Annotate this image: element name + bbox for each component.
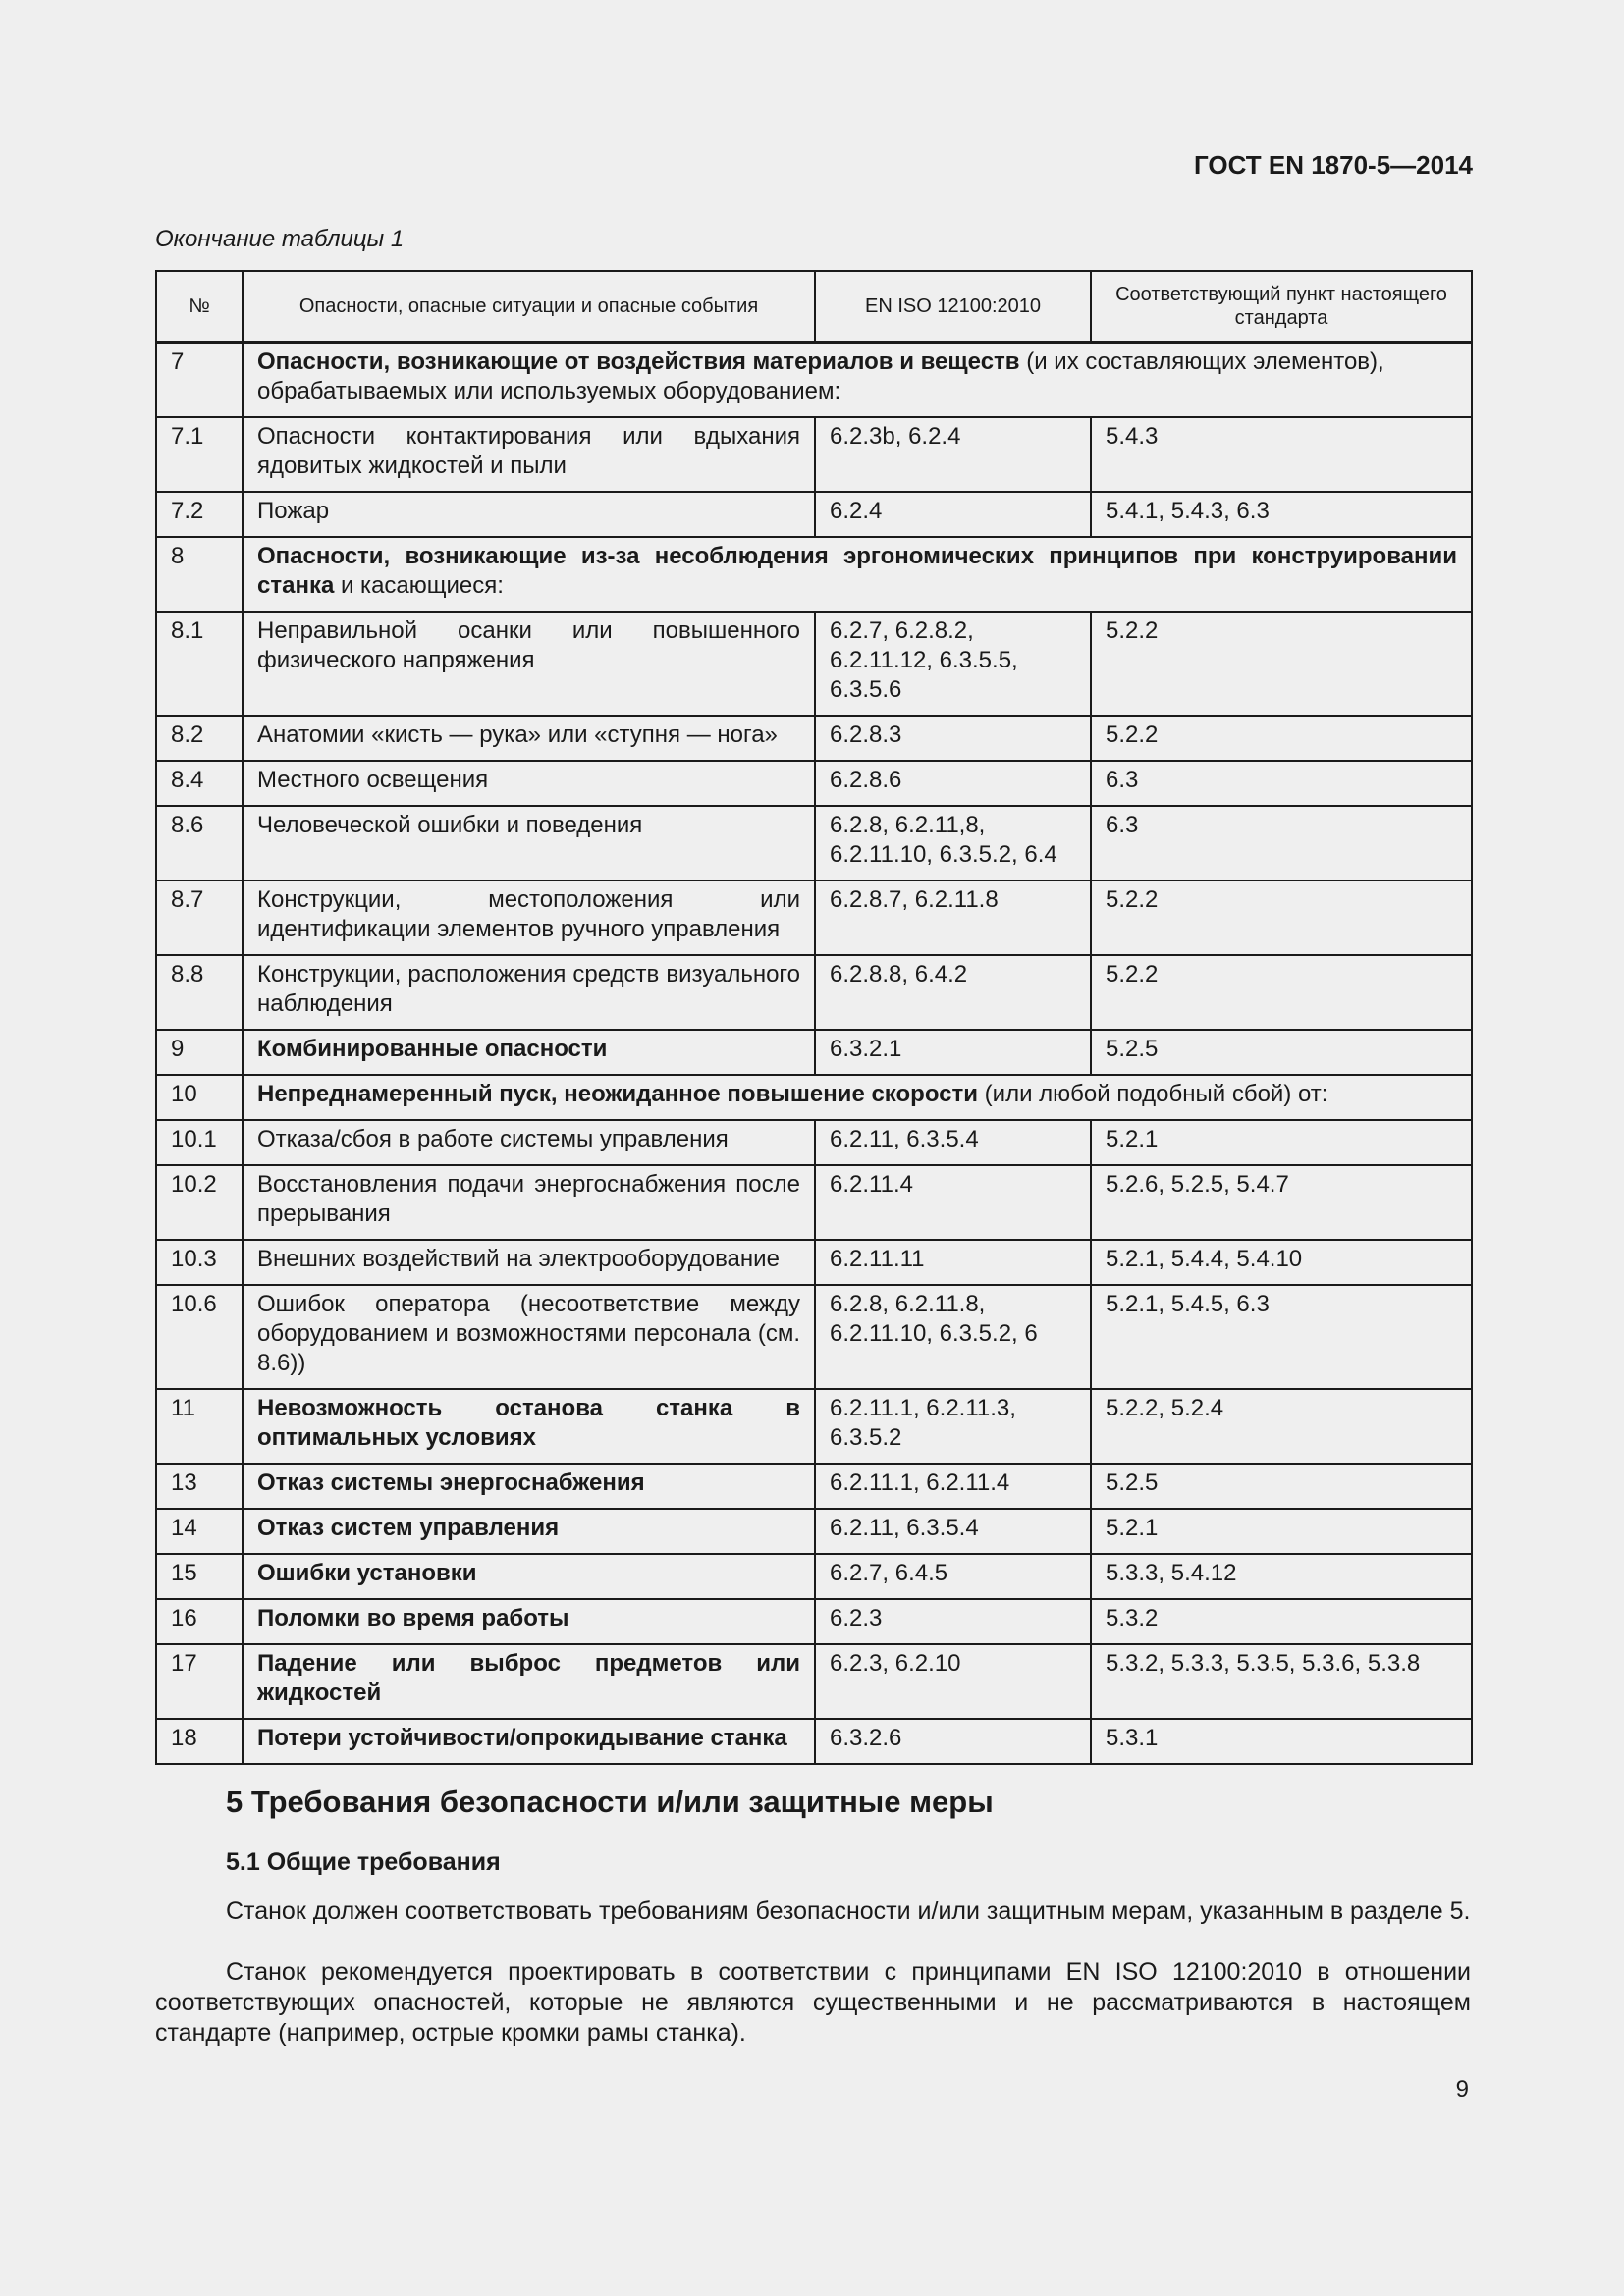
- iso-reference: 6.2.3b, 6.2.4: [815, 417, 1091, 492]
- group-heading: [243, 537, 1472, 612]
- hazard-text: Ошибок оператора (несоответствие между оборудованием и возможностями персонала (см. 8.6)): [243, 1285, 815, 1389]
- clause-reference: 5.4.1, 5.4.3, 6.3: [1091, 492, 1472, 537]
- row-number: 15: [156, 1554, 243, 1599]
- hazard-text: [243, 1599, 815, 1644]
- row-number: 9: [156, 1030, 243, 1075]
- row-number: 10.3: [156, 1240, 243, 1285]
- table-header-row: [156, 271, 1472, 343]
- clause-reference: 5.2.1: [1091, 1120, 1472, 1165]
- hazard-text-bold: Падение или выброс предметов или жидкостей: [257, 1650, 800, 1706]
- hazard-text: Восстановления подачи энергоснабжения после прерывания: [243, 1165, 815, 1240]
- row-number: 8.1: [156, 612, 243, 716]
- iso-reference: 6.2.4: [815, 492, 1091, 537]
- column-header-number: №: [156, 271, 243, 343]
- hazard-text: [243, 1030, 815, 1075]
- hazard-text-bold: Потери устойчивости/опрокидывание станка: [257, 1725, 787, 1751]
- hazard-text: [243, 1464, 815, 1509]
- row-number: 10.2: [156, 1165, 243, 1240]
- hazard-text: [243, 1719, 815, 1764]
- iso-reference: 6.2.11, 6.3.5.4: [815, 1120, 1091, 1165]
- row-number: 13: [156, 1464, 243, 1509]
- clause-reference: 5.2.2: [1091, 955, 1472, 1030]
- hazard-text-bold: Отказ систем управления: [257, 1515, 560, 1541]
- clause-reference: 5.2.2: [1091, 716, 1472, 761]
- table-row: [156, 612, 1472, 716]
- row-number: 8: [156, 537, 243, 612]
- row-number: 8.7: [156, 881, 243, 955]
- row-number: 10: [156, 1075, 243, 1120]
- table-row: [156, 1165, 1472, 1240]
- clause-reference: 5.2.1: [1091, 1509, 1472, 1554]
- table-caption: Окончание таблицы 1: [155, 226, 405, 252]
- iso-reference: 6.2.3, 6.2.10: [815, 1644, 1091, 1719]
- iso-reference: 6.2.7, 6.2.8.2, 6.2.11.12, 6.3.5.5, 6.3.5.6: [815, 612, 1091, 716]
- group-heading-rest: (и их составляющих элементов), обрабатываемых или используемых оборудованием:: [257, 348, 1384, 404]
- row-number: 18: [156, 1719, 243, 1764]
- body-paragraph: Станок рекомендуется проектировать в соответствии с принципами EN ISO 12100:2010 в отношении соответствующих опасностей, которые не являются существенными и не рассматриваются в настоящем стандарте (например, острые кромки рамы станка).: [155, 1958, 1471, 2047]
- hazard-text: Отказа/сбоя в работе системы управления: [243, 1120, 815, 1165]
- table-row: [156, 881, 1472, 955]
- table-row: [156, 1389, 1472, 1464]
- standard-designation: ГОСТ EN 1870-5—2014: [1194, 150, 1473, 180]
- hazard-text-bold: Отказ системы энергоснабжения: [257, 1469, 645, 1496]
- group-heading-rest: (или любой подобный сбой) от:: [978, 1081, 1328, 1107]
- table-row: [156, 492, 1472, 537]
- table-row: [156, 716, 1472, 761]
- iso-reference: 6.2.8.7, 6.2.11.8: [815, 881, 1091, 955]
- column-header-hazards: Опасности, опасные ситуации и опасные события: [243, 271, 815, 343]
- table-row: [156, 1075, 1472, 1120]
- row-number: 7.2: [156, 492, 243, 537]
- hazard-text: Анатомии «кисть — рука» или «ступня — нога»: [243, 716, 815, 761]
- row-number: 7: [156, 343, 243, 418]
- table-row: [156, 806, 1472, 881]
- group-heading-bold: Опасности, возникающие из-за несоблюдения эргономических принципов при конструировании станка: [257, 543, 1457, 599]
- column-header-clause: Соответствующий пункт настоящего стандарта: [1091, 271, 1472, 343]
- row-number: 16: [156, 1599, 243, 1644]
- hazard-text: [243, 1509, 815, 1554]
- clause-reference: 5.2.2: [1091, 881, 1472, 955]
- clause-reference: 5.2.1, 5.4.4, 5.4.10: [1091, 1240, 1472, 1285]
- clause-reference: 5.4.3: [1091, 417, 1472, 492]
- row-number: 8.2: [156, 716, 243, 761]
- row-number: 10.6: [156, 1285, 243, 1389]
- hazard-text: [243, 1554, 815, 1599]
- hazard-text: Человеческой ошибки и поведения: [243, 806, 815, 881]
- subsection-title: 5.1 Общие требования: [226, 1848, 501, 1876]
- table-row: [156, 1554, 1472, 1599]
- hazard-text: Местного освещения: [243, 761, 815, 806]
- hazard-text-bold: Ошибки установки: [257, 1560, 477, 1586]
- table-row: [156, 1509, 1472, 1554]
- table-row: [156, 1120, 1472, 1165]
- hazard-text: Внешних воздействий на электрооборудование: [243, 1240, 815, 1285]
- row-number: 7.1: [156, 417, 243, 492]
- hazard-text: Пожар: [243, 492, 815, 537]
- page-number: 9: [1455, 2076, 1469, 2103]
- table-row: [156, 955, 1472, 1030]
- table-row: [156, 343, 1472, 418]
- iso-reference: 6.2.8.8, 6.4.2: [815, 955, 1091, 1030]
- hazard-text: Конструкции, расположения средств визуального наблюдения: [243, 955, 815, 1030]
- iso-reference: 6.2.8, 6.2.11,8, 6.2.11.10, 6.3.5.2, 6.4: [815, 806, 1091, 881]
- iso-reference: 6.2.11.1, 6.2.11.3, 6.3.5.2: [815, 1389, 1091, 1464]
- hazards-table: [155, 270, 1473, 1765]
- iso-reference: 6.2.11.4: [815, 1165, 1091, 1240]
- hazard-text: [243, 1644, 815, 1719]
- row-number: 8.4: [156, 761, 243, 806]
- hazard-text: Конструкции, местоположения или идентификации элементов ручного управления: [243, 881, 815, 955]
- table-row: [156, 537, 1472, 612]
- group-heading: [243, 343, 1472, 418]
- table-row: [156, 1240, 1472, 1285]
- clause-reference: 5.3.1: [1091, 1719, 1472, 1764]
- table-row: [156, 1030, 1472, 1075]
- row-number: 10.1: [156, 1120, 243, 1165]
- row-number: 8.6: [156, 806, 243, 881]
- row-number: 17: [156, 1644, 243, 1719]
- hazard-text-bold: Невозможность останова станка в оптимальных условиях: [257, 1395, 800, 1451]
- clause-reference: 5.2.2, 5.2.4: [1091, 1389, 1472, 1464]
- hazard-text: Опасности контактирования или вдыхания ядовитых жидкостей и пыли: [243, 417, 815, 492]
- group-heading: [243, 1075, 1472, 1120]
- iso-reference: 6.3.2.1: [815, 1030, 1091, 1075]
- iso-reference: 6.2.11, 6.3.5.4: [815, 1509, 1091, 1554]
- table-row: [156, 1285, 1472, 1389]
- iso-reference: 6.3.2.6: [815, 1719, 1091, 1764]
- clause-reference: 5.2.5: [1091, 1030, 1472, 1075]
- table-row: [156, 1644, 1472, 1719]
- table-row: [156, 1719, 1472, 1764]
- group-heading-bold: Непреднамеренный пуск, неожиданное повышение скорости: [257, 1081, 979, 1107]
- clause-reference: 6.3: [1091, 806, 1472, 881]
- row-number: 14: [156, 1509, 243, 1554]
- section-title: 5 Требования безопасности и/или защитные меры: [226, 1785, 994, 1819]
- group-heading-bold: Опасности, возникающие от воздействия материалов и веществ: [257, 348, 1020, 375]
- clause-reference: 5.3.3, 5.4.12: [1091, 1554, 1472, 1599]
- clause-reference: 6.3: [1091, 761, 1472, 806]
- body-paragraph: Станок должен соответствовать требованиям безопасности и/или защитным мерам, указанным в разделе 5.: [226, 1897, 1471, 1925]
- iso-reference: 6.2.11.11: [815, 1240, 1091, 1285]
- hazard-text-bold: Комбинированные опасности: [257, 1036, 608, 1062]
- clause-reference: 5.2.6, 5.2.5, 5.4.7: [1091, 1165, 1472, 1240]
- iso-reference: 6.2.11.1, 6.2.11.4: [815, 1464, 1091, 1509]
- row-number: 8.8: [156, 955, 243, 1030]
- hazard-text-bold: Поломки во время работы: [257, 1605, 569, 1631]
- clause-reference: 5.3.2: [1091, 1599, 1472, 1644]
- iso-reference: 6.2.8, 6.2.11.8, 6.2.11.10, 6.3.5.2, 6: [815, 1285, 1091, 1389]
- clause-reference: 5.3.2, 5.3.3, 5.3.5, 5.3.6, 5.3.8: [1091, 1644, 1472, 1719]
- table-row: [156, 761, 1472, 806]
- hazard-text: [243, 1389, 815, 1464]
- table-row: [156, 1464, 1472, 1509]
- column-header-iso: EN ISO 12100:2010: [815, 271, 1091, 343]
- group-heading-rest: и касающиеся:: [334, 572, 504, 599]
- hazard-text: Неправильной осанки или повышенного физического напряжения: [243, 612, 815, 716]
- table-row: [156, 1599, 1472, 1644]
- iso-reference: 6.2.7, 6.4.5: [815, 1554, 1091, 1599]
- row-number: 11: [156, 1389, 243, 1464]
- clause-reference: 5.2.5: [1091, 1464, 1472, 1509]
- iso-reference: 6.2.8.6: [815, 761, 1091, 806]
- iso-reference: 6.2.3: [815, 1599, 1091, 1644]
- table-row: [156, 417, 1472, 492]
- clause-reference: 5.2.2: [1091, 612, 1472, 716]
- clause-reference: 5.2.1, 5.4.5, 6.3: [1091, 1285, 1472, 1389]
- iso-reference: 6.2.8.3: [815, 716, 1091, 761]
